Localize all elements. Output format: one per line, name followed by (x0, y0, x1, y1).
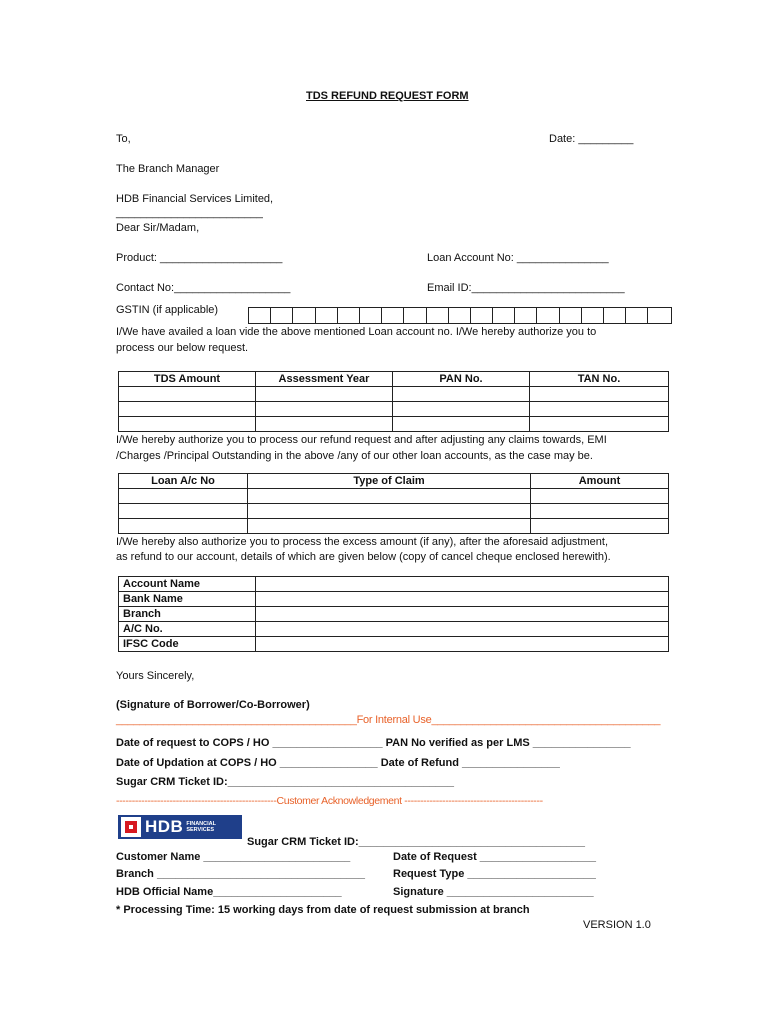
branch-manager-text: The Branch Manager (116, 163, 220, 175)
table-header: TDS Amount (119, 372, 256, 387)
table-header: PAN No. (393, 372, 530, 387)
table-header: Amount (531, 474, 669, 489)
paragraph-3-line-1: I/We hereby also authorize you to process the excess amount (if any), after the aforesaid adjustment, (116, 536, 608, 548)
form-title: TDS REFUND REQUEST FORM (306, 90, 469, 102)
hdb-logo (118, 815, 242, 839)
ack-signature[interactable]: Signature ________________________ (393, 886, 594, 898)
bank-row-label: Branch (119, 607, 256, 622)
acknowledgement-header: ---------------------------------------------------Customer Acknowledgement -------------------------------------------- (116, 795, 543, 807)
table-row[interactable] (119, 417, 669, 432)
ack-customer-name[interactable]: Customer Name ________________________ (116, 851, 351, 863)
paragraph-1-line-1: I/We have availed a loan vide the above mentioned Loan account no. I/We hereby authorize you to (116, 326, 597, 338)
table-header-row (119, 372, 669, 387)
gstin-label: GSTIN (if applicable) (116, 304, 219, 316)
table-row[interactable] (119, 519, 669, 534)
table-row[interactable] (119, 622, 669, 637)
table-row[interactable] (119, 577, 669, 592)
hdb-logo-text: HDB (145, 817, 184, 836)
email-field[interactable]: Email ID:_________________________ (427, 282, 625, 294)
table-header: Loan A/c No (119, 474, 248, 489)
table-header: Assessment Year (256, 372, 393, 387)
bank-row-label: Account Name (119, 577, 256, 592)
bank-details-table (118, 576, 669, 652)
ack-date-of-request[interactable]: Date of Request ___________________ (393, 851, 597, 863)
table-row[interactable] (119, 402, 669, 417)
tds-table (118, 371, 669, 432)
internal-line-3[interactable]: Sugar CRM Ticket ID:_____________________________________ (116, 776, 455, 788)
table-header: Type of Claim (248, 474, 531, 489)
table-row[interactable] (119, 637, 669, 652)
hdb-logo-mark-icon (121, 817, 141, 837)
table-row[interactable] (119, 489, 669, 504)
ack-branch[interactable]: Branch __________________________________ (116, 868, 365, 880)
hdb-logo-subtext: FINANCIAL SERVICES (186, 821, 216, 833)
table-row[interactable] (119, 504, 669, 519)
product-field[interactable]: Product: ____________________ (116, 252, 283, 264)
paragraph-2-line-1: I/We hereby authorize you to process our refund request and after adjusting any claims towards, EMI (116, 434, 607, 446)
salutation: Dear Sir/Madam, (116, 222, 200, 234)
internal-use-header: _________________________________________For Internal Use_______________________________________ (116, 714, 661, 726)
date-field[interactable]: Date: _________ (549, 133, 634, 145)
table-header: TAN No. (530, 372, 669, 387)
ack-request-type[interactable]: Request Type _____________________ (393, 868, 596, 880)
version-label: VERSION 1.0 (583, 919, 651, 931)
table-row[interactable] (119, 387, 669, 402)
to-label: To, (116, 133, 131, 145)
gstin-boxes[interactable] (248, 307, 672, 324)
processing-time-note: * Processing Time: 15 working days from date of request submission at branch (116, 904, 530, 916)
table-row[interactable] (119, 607, 669, 622)
internal-line-1[interactable]: Date of request to COPS / HO __________________ PAN No verified as per LMS ________________ (116, 737, 631, 749)
claims-table (118, 473, 669, 534)
contact-field[interactable]: Contact No:___________________ (116, 282, 291, 294)
table-row[interactable] (119, 592, 669, 607)
company-text: HDB Financial Services Limited, (116, 193, 274, 205)
paragraph-2-line-2: /Charges /Principal Outstanding in the above /any of our other loan accounts, as the case may be. (116, 450, 593, 462)
ack-official-name[interactable]: HDB Official Name_____________________ (116, 886, 342, 898)
bank-row-label: A/C No. (119, 622, 256, 637)
ack-crm-ticket[interactable]: Sugar CRM Ticket ID:_____________________________________ (247, 836, 586, 848)
company-blank-line[interactable]: ________________________ (116, 207, 263, 219)
closing-text: Yours Sincerely, (116, 670, 195, 682)
internal-line-2[interactable]: Date of Updation at COPS / HO ________________ Date of Refund ________________ (116, 757, 560, 769)
bank-row-label: IFSC Code (119, 637, 256, 652)
paragraph-1-line-2: process our below request. (116, 342, 249, 354)
signature-label: (Signature of Borrower/Co-Borrower) (116, 699, 310, 711)
loan-account-field[interactable]: Loan Account No: _______________ (427, 252, 609, 264)
bank-row-label: Bank Name (119, 592, 256, 607)
table-header-row (119, 474, 669, 489)
paragraph-3-line-2: as refund to our account, details of which are given below (copy of cancel cheque enclosed herewith). (116, 551, 611, 563)
